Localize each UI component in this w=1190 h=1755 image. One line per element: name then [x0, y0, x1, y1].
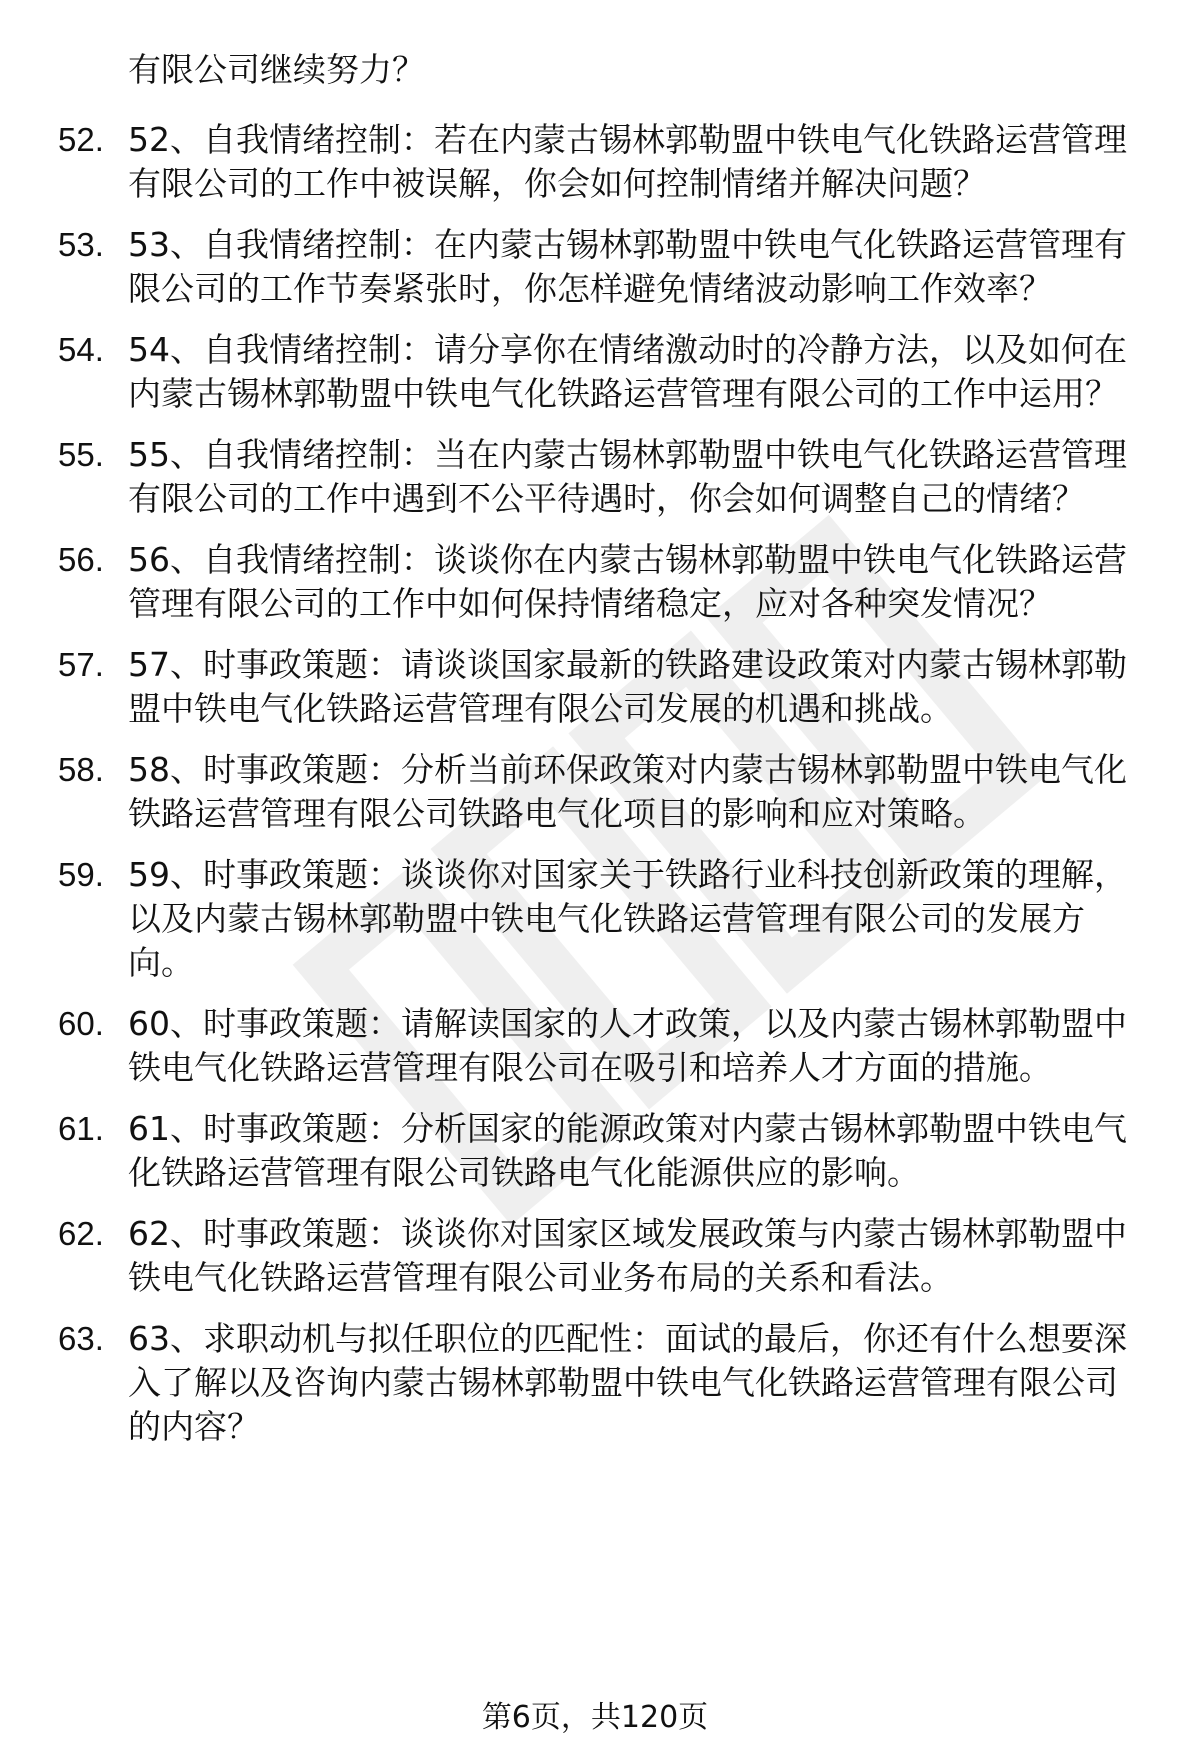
- question-item: [0, 1107, 1190, 1195]
- question-number: 53.: [58, 226, 104, 263]
- question-text: 62、时事政策题：谈谈你对国家区域发展政策与内蒙古锡林郭勒盟中铁电气化铁路运营管理有限公司业务布局的关系和看法。: [128, 1214, 1127, 1297]
- question-number: 60.: [58, 1005, 104, 1042]
- question-number: 59.: [58, 856, 104, 893]
- question-item: [0, 118, 1190, 206]
- question-text: 55、自我情绪控制：当在内蒙古锡林郭勒盟中铁电气化铁路运营管理有限公司的工作中遇到不公平待遇时，你会如何调整自己的情绪？: [128, 435, 1127, 518]
- question-text: 57、时事政策题：请谈谈国家最新的铁路建设政策对内蒙古锡林郭勒盟中铁电气化铁路运营管理有限公司发展的机遇和挑战。: [128, 645, 1127, 728]
- question-item: [0, 1002, 1190, 1090]
- question-text: 60、时事政策题：请解读国家的人才政策，以及内蒙古锡林郭勒盟中铁电气化铁路运营管理有限公司在吸引和培养人才方面的措施。: [128, 1004, 1127, 1087]
- question-item: [0, 748, 1190, 836]
- question-number: 55.: [58, 436, 104, 473]
- question-item: [0, 328, 1190, 416]
- question-item: [0, 433, 1190, 521]
- question-number: 52.: [58, 121, 104, 158]
- page-footer: 第6页，共120页: [481, 1700, 709, 1735]
- question-list: [0, 118, 1190, 1466]
- question-item: [0, 643, 1190, 731]
- continued-text: 有限公司继续努力？: [128, 50, 425, 89]
- question-text: 61、时事政策题：分析国家的能源政策对内蒙古锡林郭勒盟中铁电气化铁路运营管理有限公司铁路电气化能源供应的影响。: [128, 1109, 1127, 1192]
- question-item: [0, 1212, 1190, 1300]
- question-number: 56.: [58, 541, 104, 578]
- question-text: 54、自我情绪控制：请分享你在情绪激动时的冷静方法，以及如何在内蒙古锡林郭勒盟中铁电气化铁路运营管理有限公司的工作中运用？: [128, 330, 1127, 413]
- question-number: 58.: [58, 751, 104, 788]
- question-item: [0, 538, 1190, 626]
- question-text: 59、时事政策题：谈谈你对国家关于铁路行业科技创新政策的理解，以及内蒙古锡林郭勒盟中铁电气化铁路运营管理有限公司的发展方向。: [128, 855, 1127, 982]
- question-number: 61.: [58, 1110, 104, 1147]
- question-text: 58、时事政策题：分析当前环保政策对内蒙古锡林郭勒盟中铁电气化铁路运营管理有限公司铁路电气化项目的影响和应对策略。: [128, 750, 1127, 833]
- question-item: [0, 223, 1190, 311]
- question-number: 54.: [58, 331, 104, 368]
- question-number: 63.: [58, 1320, 104, 1357]
- question-text: 52、自我情绪控制：若在内蒙古锡林郭勒盟中铁电气化铁路运营管理有限公司的工作中被误解，你会如何控制情绪并解决问题？: [128, 120, 1127, 203]
- question-text: 53、自我情绪控制：在内蒙古锡林郭勒盟中铁电气化铁路运营管理有限公司的工作节奏紧张时，你怎样避免情绪波动影响工作效率？: [128, 225, 1127, 308]
- question-number: 62.: [58, 1215, 104, 1252]
- question-item: [0, 853, 1190, 985]
- question-number: 57.: [58, 646, 104, 683]
- question-text: 56、自我情绪控制：谈谈你在内蒙古锡林郭勒盟中铁电气化铁路运营管理有限公司的工作中如何保持情绪稳定，应对各种突发情况？: [128, 540, 1127, 623]
- question-text: 63、求职动机与拟任职位的匹配性：面试的最后，你还有什么想要深入了解以及咨询内蒙古锡林郭勒盟中铁电气化铁路运营管理有限公司的内容？: [128, 1319, 1127, 1446]
- question-item: [0, 1317, 1190, 1449]
